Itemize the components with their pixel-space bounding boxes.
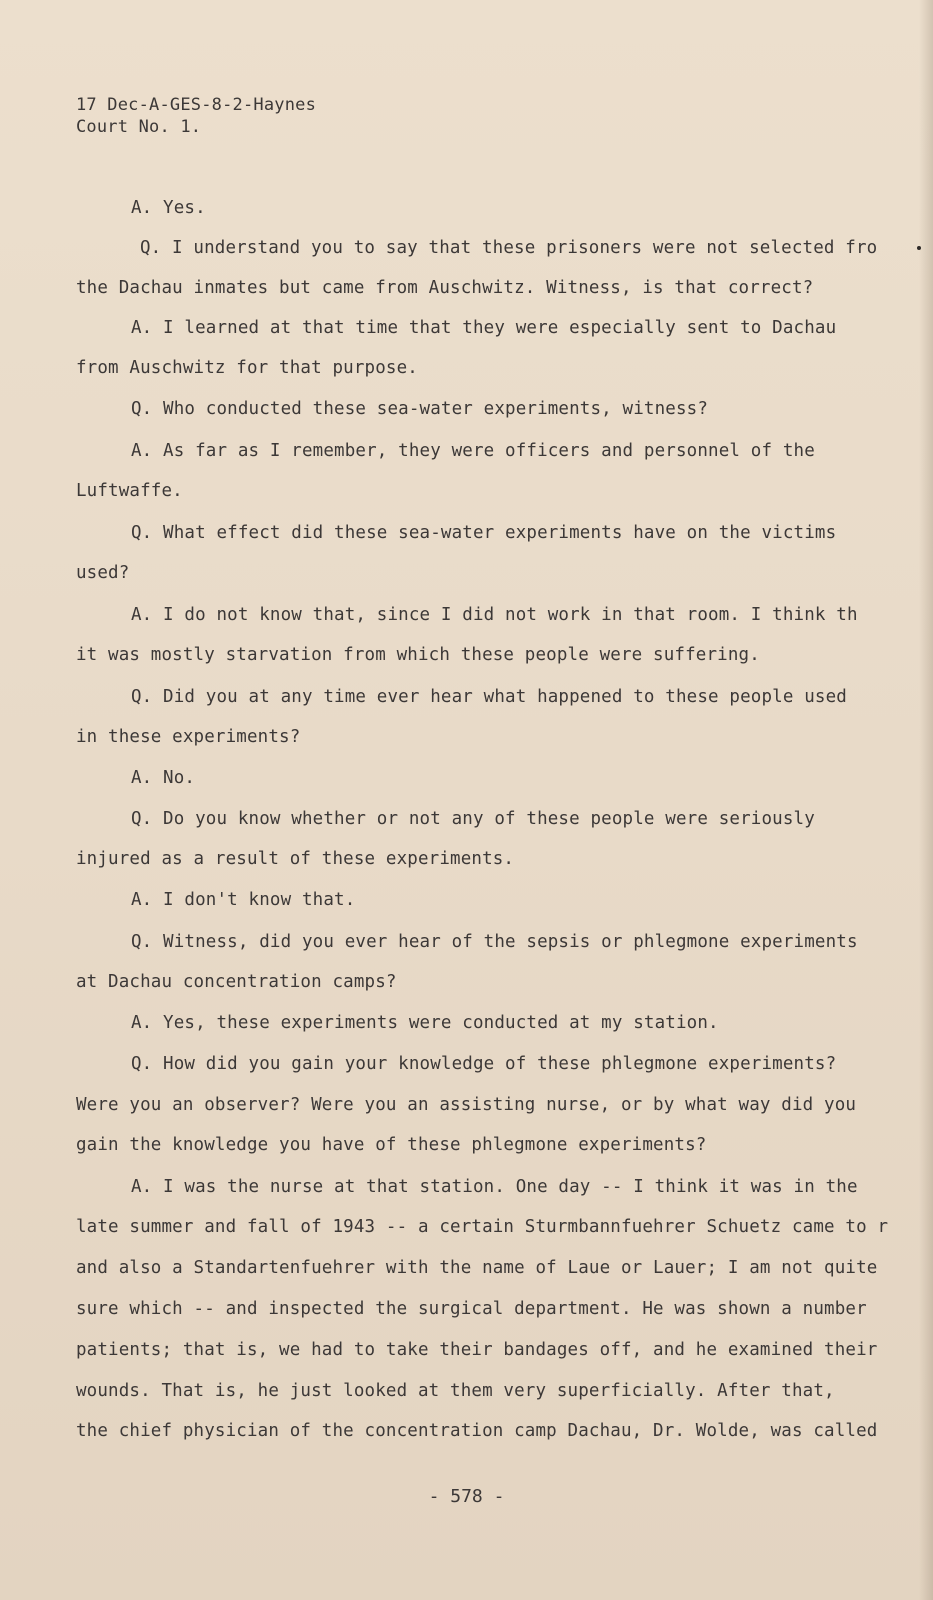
transcript-line: late summer and fall of 1943 -- a certain Sturmbannfuehrer Schuetz came to r xyxy=(76,1217,889,1237)
transcript-line: Q. Did you at any time ever hear what happened to these people used xyxy=(131,687,847,707)
transcript-line: Q. Who conducted these sea-water experiments, witness? xyxy=(131,399,709,419)
transcript-line: A. I learned at that time that they were especially sent to Dachau xyxy=(131,318,837,338)
transcript-line: wounds. That is, he just looked at them very superficially. After that, xyxy=(76,1381,835,1401)
transcript-line: and also a Standartenfuehrer with the name of Laue or Lauer; I am not quite xyxy=(76,1258,878,1278)
page-edge-shadow xyxy=(919,0,933,1600)
transcript-line: Q. I understand you to say that these prisoners were not selected fro xyxy=(140,238,878,258)
header-file-reference: 17 Dec-A-GES-8-2-Haynes xyxy=(76,95,317,115)
transcript-line: A. I don't know that. xyxy=(131,890,356,910)
transcript-line: Were you an observer? Were you an assisting nurse, or by what way did you xyxy=(76,1095,857,1115)
transcript-line: sure which -- and inspected the surgical department. He was shown a number xyxy=(76,1299,867,1319)
transcript-line: A. I do not know that, since I did not work in that room. I think th xyxy=(131,605,858,625)
document-header xyxy=(76,94,316,138)
transcript-line: A. No. xyxy=(131,768,196,788)
transcript-line: the Dachau inmates but came from Auschwitz. Witness, is that correct? xyxy=(76,278,814,298)
page-number: - 578 - xyxy=(428,1486,505,1507)
transcript-line: Q. What effect did these sea-water experiments have on the victims xyxy=(131,523,837,543)
transcript-line: Q. How did you gain your knowledge of these phlegmone experiments? xyxy=(131,1054,837,1074)
transcript-line: from Auschwitz for that purpose. xyxy=(76,358,418,378)
ink-speck xyxy=(917,246,921,250)
transcript-line: A. I was the nurse at that station. One day -- I think it was in the xyxy=(131,1177,858,1197)
transcript-line: Q. Do you know whether or not any of these people were seriously xyxy=(131,809,815,829)
transcript-line: used? xyxy=(76,563,130,583)
header-court-number: Court No. 1. xyxy=(76,117,202,137)
transcript-line: gain the knowledge you have of these phlegmone experiments? xyxy=(76,1135,707,1155)
transcript-line: it was mostly starvation from which these people were suffering. xyxy=(76,645,760,665)
transcript-line: at Dachau concentration camps? xyxy=(76,972,397,992)
transcript-line: Luftwaffe. xyxy=(76,481,183,501)
transcript-line: A. Yes. xyxy=(131,198,206,218)
transcript-line: in these experiments? xyxy=(76,727,301,747)
transcript-line: injured as a result of these experiments. xyxy=(76,849,515,869)
transcript-line: A. As far as I remember, they were officers and personnel of the xyxy=(131,441,815,461)
transcript-line: Q. Witness, did you ever hear of the sepsis or phlegmone experiments xyxy=(131,932,858,952)
transcript-line: the chief physician of the concentration camp Dachau, Dr. Wolde, was called xyxy=(76,1421,878,1441)
transcript-line: patients; that is, we had to take their bandages off, and he examined their xyxy=(76,1340,878,1360)
transcript-line: A. Yes, these experiments were conducted at my station. xyxy=(131,1013,719,1033)
